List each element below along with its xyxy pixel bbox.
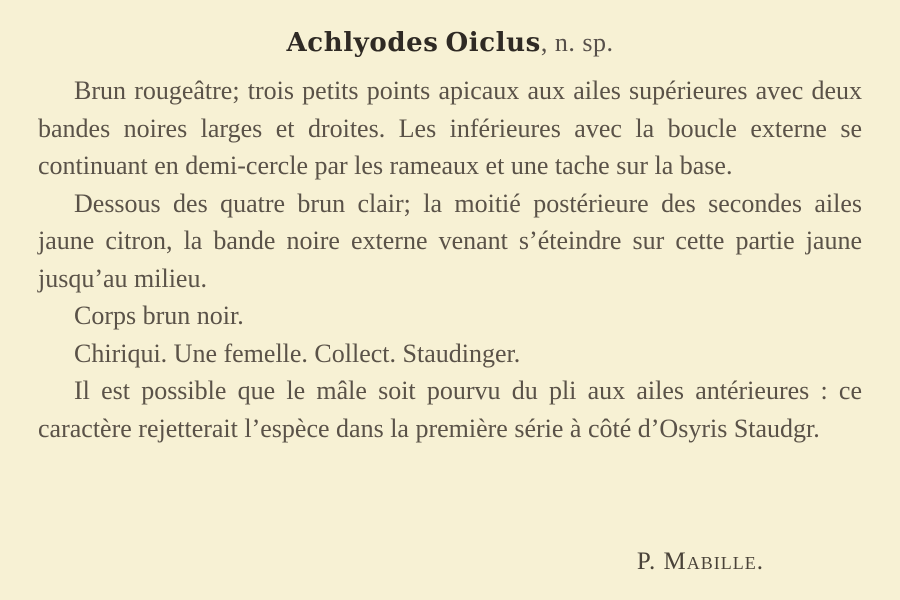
paragraph-locality: Chiriqui. Une femelle. Collect. Staudinger. [74,338,521,368]
author-signature [637,548,764,576]
species-name: Oiclus [445,28,541,58]
author-name: Mabille. [663,548,764,575]
paragraph-underside: Dessous des quatre brun clair; la moitié postérieure des secondes ailes jaune citron, la bande noire externe venant s’éteindre sur cette partie jaune jusqu’au milieu. [38,188,862,293]
species-status: , n. sp. [540,28,614,57]
paragraph-note: Il est possible que le mâle soit pourvu du pli aux ailes antérieures : ce caractère rejetterait l’espèce dans la première série à côté d’Osyris Staudgr. [38,376,862,443]
paragraph-description: Brun rougeâtre; trois petits points apicaux aux ailes supérieures avec deux bandes noires larges et droites. Les inférieures avec la boucle externe se continuant en demi-cercle par les rameaux et une tache sur la base. [38,76,862,180]
paragraph-body: Corps brun noir. [74,301,244,330]
genus-name: Achlyodes [286,28,439,58]
species-heading [0,28,900,58]
description-body [38,72,862,447]
author-initial: P. [636,548,664,575]
